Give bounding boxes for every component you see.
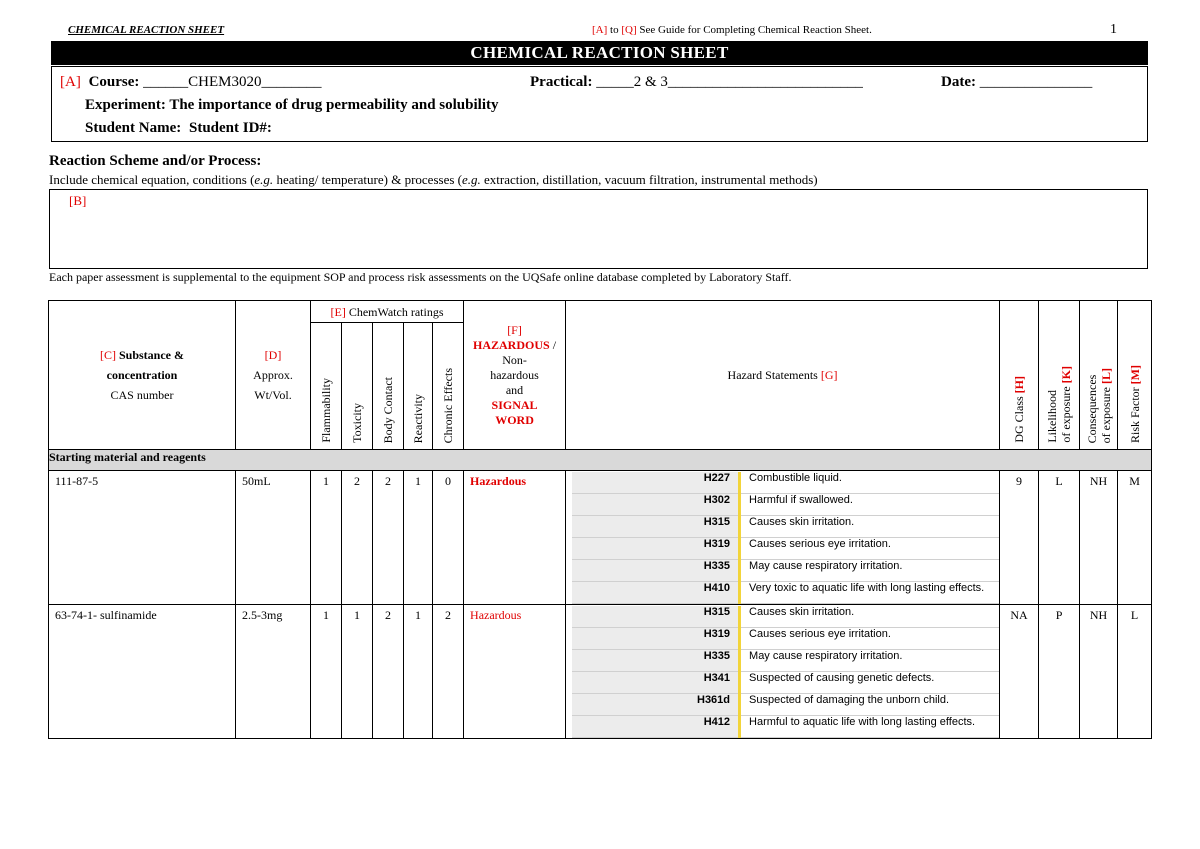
hazard-code: H335 <box>572 650 740 672</box>
experiment-label: Experiment: <box>85 97 166 113</box>
hazard-code: H361d <box>572 694 740 716</box>
row-toxicity[interactable]: 2 <box>342 471 373 605</box>
row-risk-factor[interactable]: L <box>1118 605 1152 739</box>
c-cas: CAS number <box>110 388 174 402</box>
col-header-substance <box>49 301 236 450</box>
reaction-scheme-instructions <box>49 172 818 188</box>
f-non: Non- <box>502 352 527 367</box>
hazard-code: H227 <box>572 472 740 494</box>
k-label: Likelihood <box>1045 390 1060 443</box>
row-body-contact[interactable]: 2 <box>373 605 404 739</box>
col-header-likelihood <box>1039 301 1080 450</box>
c-label2: concentration <box>106 368 178 382</box>
experiment-value[interactable]: The importance of drug permeability and solubility <box>169 97 499 113</box>
col-header-amount <box>236 301 311 450</box>
experiment-row <box>85 97 499 114</box>
student-name-label[interactable]: Student Name: <box>85 120 182 136</box>
table-row <box>49 605 1152 739</box>
l-marker: [L] <box>1098 367 1113 384</box>
l-label: Consequences <box>1084 374 1099 443</box>
k-label2: of exposure <box>1059 386 1074 443</box>
f-marker: [F] <box>507 322 522 337</box>
subheader-body-contact <box>373 323 404 450</box>
k-marker: [K] <box>1059 366 1074 384</box>
hazard-text: Harmful to aquatic life with long lasting effects. <box>740 716 1000 738</box>
subheader-reactivity <box>404 323 433 450</box>
guide-text: See Guide for Completing Chemical Reaction Sheet. <box>639 24 872 36</box>
d-marker: [D] <box>264 348 282 362</box>
hazard-text: Combustible liquid. <box>740 472 1000 494</box>
c-label: Substance & <box>118 348 184 362</box>
guide-marker-a: [A] <box>592 24 608 36</box>
h-label: DG Class <box>1012 396 1027 443</box>
row-chronic[interactable]: 2 <box>433 605 464 739</box>
hazard-item <box>572 472 999 494</box>
row-consequences[interactable]: NH <box>1080 605 1118 739</box>
row-amount[interactable]: 50mL <box>236 471 311 605</box>
c-marker: [C] <box>99 348 116 362</box>
hazard-item <box>572 716 999 738</box>
e-marker: [E] <box>330 304 346 319</box>
row-consequences[interactable]: NH <box>1080 471 1118 605</box>
hazard-item <box>572 538 999 560</box>
m-marker: [M] <box>1127 365 1142 385</box>
guide-marker-q: [Q] <box>621 24 637 36</box>
hazard-item <box>572 672 999 694</box>
row-signal-word[interactable]: Hazardous <box>464 471 566 605</box>
f-hazardous2: hazardous <box>490 367 539 382</box>
row-substance[interactable]: 111-87-5 <box>49 471 236 605</box>
hazard-text: Suspected of damaging the unborn child. <box>740 694 1000 716</box>
hazard-text: Causes skin irritation. <box>740 516 1000 538</box>
hazard-code: H410 <box>572 582 740 604</box>
table-row <box>49 471 1152 605</box>
hazard-list <box>572 472 999 604</box>
section-starting-materials: Starting material and reagents <box>49 450 1152 471</box>
col-header-signal <box>464 301 566 450</box>
f-slash: / <box>552 337 557 352</box>
reactivity-label: Reactivity <box>411 393 425 443</box>
header-guide-note <box>592 24 872 36</box>
l-label2: of exposure <box>1098 386 1113 443</box>
header-doc-title: CHEMICAL REACTION SHEET <box>68 24 225 36</box>
date-label: Date: <box>941 74 976 90</box>
student-id-label[interactable]: Student ID#: <box>189 120 272 136</box>
hazard-list <box>572 606 999 738</box>
body-contact-label: Body Contact <box>381 376 395 443</box>
row-reactivity[interactable]: 1 <box>404 605 433 739</box>
hazard-text: Causes serious eye irritation. <box>740 538 1000 560</box>
e-label: ChemWatch ratings <box>348 304 444 319</box>
hazard-text: Harmful if swallowed. <box>740 494 1000 516</box>
course-row <box>60 74 322 91</box>
row-dg-class[interactable]: 9 <box>1000 471 1039 605</box>
h-marker: [H] <box>1012 376 1027 394</box>
chronic-label: Chronic Effects <box>441 367 456 443</box>
instr-part-1: Include chemical equation, conditions ( <box>49 172 255 187</box>
row-flammability[interactable]: 1 <box>311 471 342 605</box>
col-header-consequences <box>1080 301 1118 450</box>
course-info-box <box>51 66 1148 142</box>
instr-eg-1: e.g. <box>254 172 274 187</box>
hazard-code: H341 <box>572 672 740 694</box>
g-marker: [G] <box>820 368 838 382</box>
row-signal-word[interactable]: Hazardous <box>464 605 566 739</box>
hazard-item <box>572 560 999 582</box>
d-label2: Wt/Vol. <box>254 388 292 402</box>
instr-eg-2: e.g. <box>461 172 481 187</box>
col-header-dg-class <box>1000 301 1039 450</box>
f-word: WORD <box>495 412 534 427</box>
reaction-marker: [B] <box>69 193 87 208</box>
col-header-risk-factor <box>1118 301 1152 450</box>
page-title: CHEMICAL REACTION SHEET <box>51 41 1148 65</box>
course-label: Course: <box>88 74 140 90</box>
flammability-label: Flammability <box>319 378 333 443</box>
hazard-code: H315 <box>572 516 740 538</box>
reaction-scheme-box[interactable] <box>49 189 1148 269</box>
row-reactivity[interactable]: 1 <box>404 471 433 605</box>
row-hazard-statements <box>566 471 1000 605</box>
hazard-item <box>572 628 999 650</box>
f-and: and <box>505 382 524 397</box>
row-toxicity[interactable]: 1 <box>342 605 373 739</box>
page-number: 1 <box>1110 22 1117 37</box>
hazard-text: May cause respiratory irritation. <box>740 650 1000 672</box>
row-likelihood[interactable]: P <box>1039 605 1080 739</box>
course-value[interactable]: ______CHEM3020________ <box>143 74 322 90</box>
toxicity-label: Toxicity <box>350 403 364 443</box>
g-label: Hazard Statements <box>727 368 818 382</box>
hazard-text: Causes skin irritation. <box>740 606 1000 628</box>
row-amount[interactable]: 2.5-3mg <box>236 605 311 739</box>
row-likelihood[interactable]: L <box>1039 471 1080 605</box>
hazard-item <box>572 694 999 716</box>
hazard-item <box>572 516 999 538</box>
hazard-code: H315 <box>572 606 740 628</box>
row-body-contact[interactable]: 2 <box>373 471 404 605</box>
guide-to: to <box>610 24 619 36</box>
practical-value[interactable]: _____2 & 3__________________________ <box>596 74 863 90</box>
instr-part-2: heating/ temperature) & processes ( <box>273 172 462 187</box>
student-row <box>85 120 272 137</box>
subheader-toxicity <box>342 323 373 450</box>
hazard-code: H335 <box>572 560 740 582</box>
hazard-code: H319 <box>572 538 740 560</box>
date-row <box>941 74 1092 91</box>
subheader-flammability <box>311 323 342 450</box>
col-header-hazard-statements <box>566 301 1000 450</box>
col-header-chemwatch <box>311 301 464 323</box>
info-marker: [A] <box>60 74 81 90</box>
hazard-code: H302 <box>572 494 740 516</box>
row-substance[interactable]: 63-74-1- sulfinamide <box>49 605 236 739</box>
subheader-chronic <box>433 323 464 450</box>
practical-label: Practical: <box>530 74 593 90</box>
row-chronic[interactable]: 0 <box>433 471 464 605</box>
hazard-code: H412 <box>572 716 740 738</box>
d-label: Approx. <box>253 368 293 382</box>
date-value[interactable]: _______________ <box>979 74 1093 90</box>
row-hazard-statements <box>566 605 1000 739</box>
hazard-item <box>572 582 999 604</box>
substance-table <box>48 300 1152 739</box>
f-signal: SIGNAL <box>491 397 538 412</box>
reaction-scheme-title: Reaction Scheme and/or Process: <box>49 153 262 169</box>
m-label: Risk Factor <box>1127 387 1142 443</box>
instr-part-3: extraction, distillation, vacuum filtration, instrumental methods) <box>480 172 818 187</box>
hazard-code: H319 <box>572 628 740 650</box>
hazard-item <box>572 494 999 516</box>
hazard-item <box>572 650 999 672</box>
hazard-text: May cause respiratory irritation. <box>740 560 1000 582</box>
hazard-item <box>572 606 999 628</box>
row-dg-class[interactable]: NA <box>1000 605 1039 739</box>
practical-row <box>530 74 863 91</box>
assessment-note: Each paper assessment is supplemental to the equipment SOP and process risk assessments on the UQSafe online database completed by Laboratory Staff. <box>49 270 792 284</box>
f-hazardous: HAZARDOUS <box>473 337 550 352</box>
hazard-text: Suspected of causing genetic defects. <box>740 672 1000 694</box>
row-flammability[interactable]: 1 <box>311 605 342 739</box>
hazard-text: Causes serious eye irritation. <box>740 628 1000 650</box>
hazard-text: Very toxic to aquatic life with long lasting effects. <box>740 582 1000 604</box>
row-risk-factor[interactable]: M <box>1118 471 1152 605</box>
